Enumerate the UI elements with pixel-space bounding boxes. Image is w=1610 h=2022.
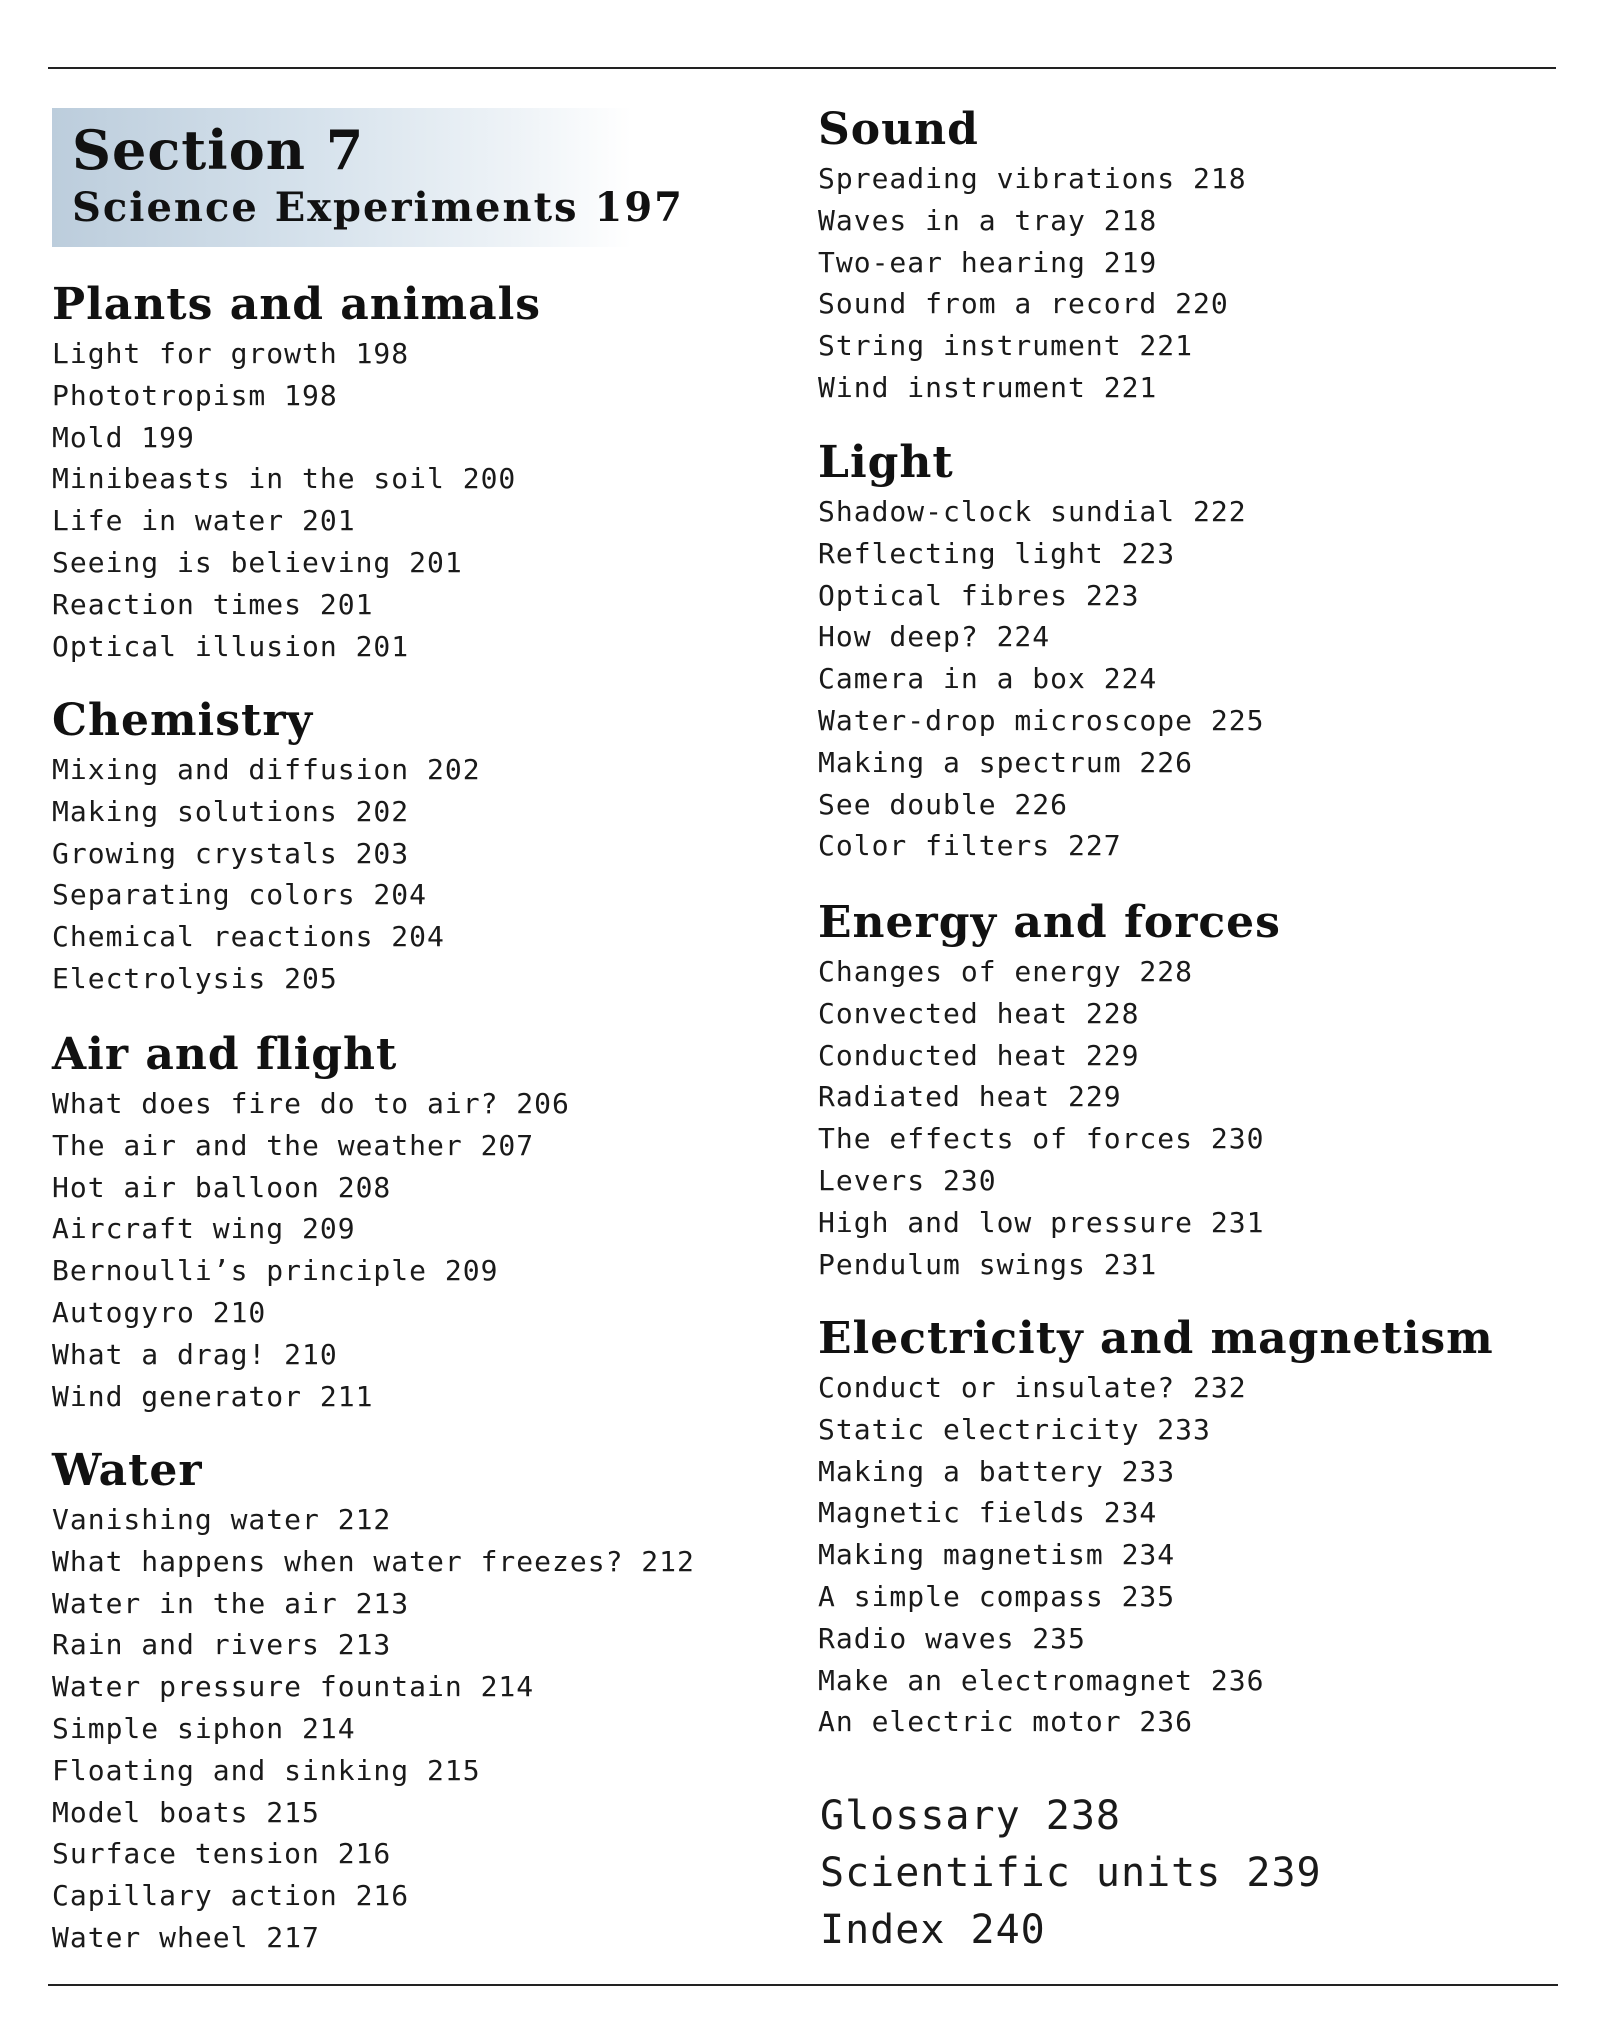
toc-entry[interactable]: Make an electromagnet 236 [818, 1663, 1265, 1697]
toc-entry[interactable]: Radiated heat 229 [818, 1080, 1122, 1114]
toc-entry[interactable]: Making solutions 202 [52, 794, 410, 828]
toc-entry[interactable]: Water pressure fountain 214 [52, 1670, 535, 1704]
back-matter-list [820, 1788, 1322, 1959]
toc-entry[interactable]: Static electricity 233 [818, 1412, 1211, 1446]
toc-entry[interactable]: Camera in a box 224 [818, 662, 1158, 696]
toc-entry[interactable]: What a drag! 210 [52, 1337, 338, 1371]
toc-entry[interactable]: A simple compass 235 [818, 1579, 1176, 1613]
toc-entry[interactable]: Light for growth 198 [52, 337, 410, 370]
toc-entry[interactable]: Magnetic fields 234 [818, 1496, 1158, 1530]
toc-entry[interactable]: Surface tension 216 [52, 1837, 392, 1871]
toc-entry[interactable]: Aircraft wing 209 [52, 1212, 356, 1246]
toc-entry[interactable]: Water in the air 213 [52, 1586, 410, 1620]
toc-entry[interactable]: Pendulum swings 231 [818, 1247, 1158, 1281]
toc-entry[interactable]: See double 226 [818, 787, 1069, 821]
bottom-rule [48, 1984, 1558, 1986]
index-entry[interactable]: Index 240 [820, 1907, 1046, 1953]
toc-list [52, 333, 541, 667]
group-heading: Energy and forces [818, 897, 1281, 948]
toc-list [818, 1367, 1494, 1743]
toc-entry[interactable]: Two-ear hearing 219 [818, 245, 1158, 279]
toc-entry[interactable]: Conducted heat 229 [818, 1038, 1140, 1072]
toc-group-air-and-flight [52, 1027, 570, 1417]
toc-entry[interactable]: Bernoulli’s principle 209 [52, 1254, 499, 1288]
toc-list [52, 749, 481, 1000]
group-heading: Light [818, 437, 954, 488]
toc-list [818, 158, 1247, 409]
section-subtitle: Science Experiments 197 [72, 184, 684, 231]
toc-entry[interactable]: Mixing and diffusion 202 [52, 753, 481, 786]
toc-entry[interactable]: Spreading vibrations 218 [818, 162, 1247, 195]
toc-entry[interactable]: Autogyro 210 [52, 1295, 267, 1329]
toc-entry[interactable]: The effects of forces 230 [818, 1122, 1265, 1156]
toc-group-sound [818, 102, 1247, 409]
toc-entry[interactable]: Model boats 215 [52, 1795, 320, 1829]
toc-entry[interactable]: Reaction times 201 [52, 587, 374, 621]
glossary-entry[interactable]: Glossary 238 [820, 1793, 1121, 1839]
toc-entry[interactable]: Reflecting light 223 [818, 536, 1176, 570]
toc-entry[interactable]: Sound from a record 220 [818, 287, 1229, 321]
toc-list [52, 1083, 570, 1417]
toc-entry[interactable]: Changes of energy 228 [818, 955, 1194, 988]
toc-group-chemistry [52, 693, 481, 1000]
scientific-units-entry[interactable]: Scientific units 239 [820, 1850, 1322, 1896]
toc-group-light [818, 435, 1264, 867]
toc-entry[interactable]: Floating and sinking 215 [52, 1753, 481, 1787]
toc-entry[interactable]: What happens when water freezes? 212 [52, 1544, 695, 1578]
toc-group-plants-and-animals [52, 277, 541, 667]
toc-entry[interactable]: Making a spectrum 226 [818, 745, 1194, 779]
toc-entry[interactable]: Optical illusion 201 [52, 629, 410, 663]
toc-entry[interactable]: Water-drop microscope 225 [818, 703, 1265, 737]
toc-entry[interactable]: Color filters 227 [818, 829, 1122, 863]
toc-entry[interactable]: Wind instrument 221 [818, 370, 1158, 404]
toc-entry[interactable]: String instrument 221 [818, 329, 1194, 363]
toc-group-energy-and-forces [818, 895, 1281, 1285]
toc-entry[interactable]: Wind generator 211 [52, 1379, 374, 1413]
toc-list [818, 951, 1281, 1285]
toc-entry[interactable]: Growing crystals 203 [52, 836, 410, 870]
toc-entry[interactable]: Levers 230 [818, 1163, 997, 1197]
toc-entry[interactable]: Rain and rivers 213 [52, 1628, 392, 1662]
toc-entry[interactable]: Making a battery 233 [818, 1454, 1176, 1488]
group-heading: Chemistry [52, 695, 314, 746]
toc-entry[interactable]: Conduct or insulate? 232 [818, 1371, 1247, 1404]
toc-entry[interactable]: Simple siphon 214 [52, 1711, 356, 1745]
toc-entry[interactable]: Phototropism 198 [52, 378, 338, 412]
toc-entry[interactable]: High and low pressure 231 [818, 1205, 1265, 1239]
toc-entry[interactable]: Vanishing water 212 [52, 1503, 392, 1536]
group-heading: Sound [818, 104, 979, 155]
toc-entry[interactable]: Electrolysis 205 [52, 961, 338, 995]
toc-entry[interactable]: Life in water 201 [52, 504, 356, 538]
toc-entry[interactable]: The air and the weather 207 [52, 1128, 535, 1162]
toc-entry[interactable]: Seeing is believing 201 [52, 545, 463, 579]
group-heading: Electricity and magnetism [818, 1313, 1494, 1364]
group-heading: Plants and animals [52, 279, 542, 330]
toc-entry[interactable]: Minibeasts in the soil 200 [52, 462, 517, 496]
toc-entry[interactable]: Waves in a tray 218 [818, 203, 1158, 237]
toc-entry[interactable]: Making magnetism 234 [818, 1538, 1176, 1572]
section-title: Section 7 [72, 118, 365, 182]
toc-entry[interactable]: Separating colors 204 [52, 878, 428, 912]
group-heading: Air and flight [52, 1029, 398, 1080]
toc-entry[interactable]: What does fire do to air? 206 [52, 1087, 570, 1120]
toc-entry[interactable]: Convected heat 228 [818, 996, 1140, 1030]
toc-entry[interactable]: Hot air balloon 208 [52, 1170, 392, 1204]
toc-entry[interactable]: An electric motor 236 [818, 1705, 1194, 1739]
toc-group-electricity-and-magnetism [818, 1311, 1494, 1743]
toc-entry[interactable]: Optical fibres 223 [818, 578, 1140, 612]
toc-entry[interactable]: Capillary action 216 [52, 1879, 410, 1913]
toc-entry[interactable]: Water wheel 217 [52, 1920, 320, 1954]
toc-list [52, 1499, 695, 1959]
toc-entry[interactable]: Shadow-clock sundial 222 [818, 495, 1247, 528]
top-rule [48, 67, 1556, 69]
toc-entry[interactable]: Mold 199 [52, 420, 195, 454]
toc-list [818, 491, 1264, 867]
toc-group-water [52, 1443, 695, 1959]
group-heading: Water [52, 1445, 203, 1496]
toc-entry[interactable]: Radio waves 235 [818, 1621, 1086, 1655]
toc-entry[interactable]: How deep? 224 [818, 620, 1051, 654]
toc-entry[interactable]: Chemical reactions 204 [52, 920, 445, 954]
